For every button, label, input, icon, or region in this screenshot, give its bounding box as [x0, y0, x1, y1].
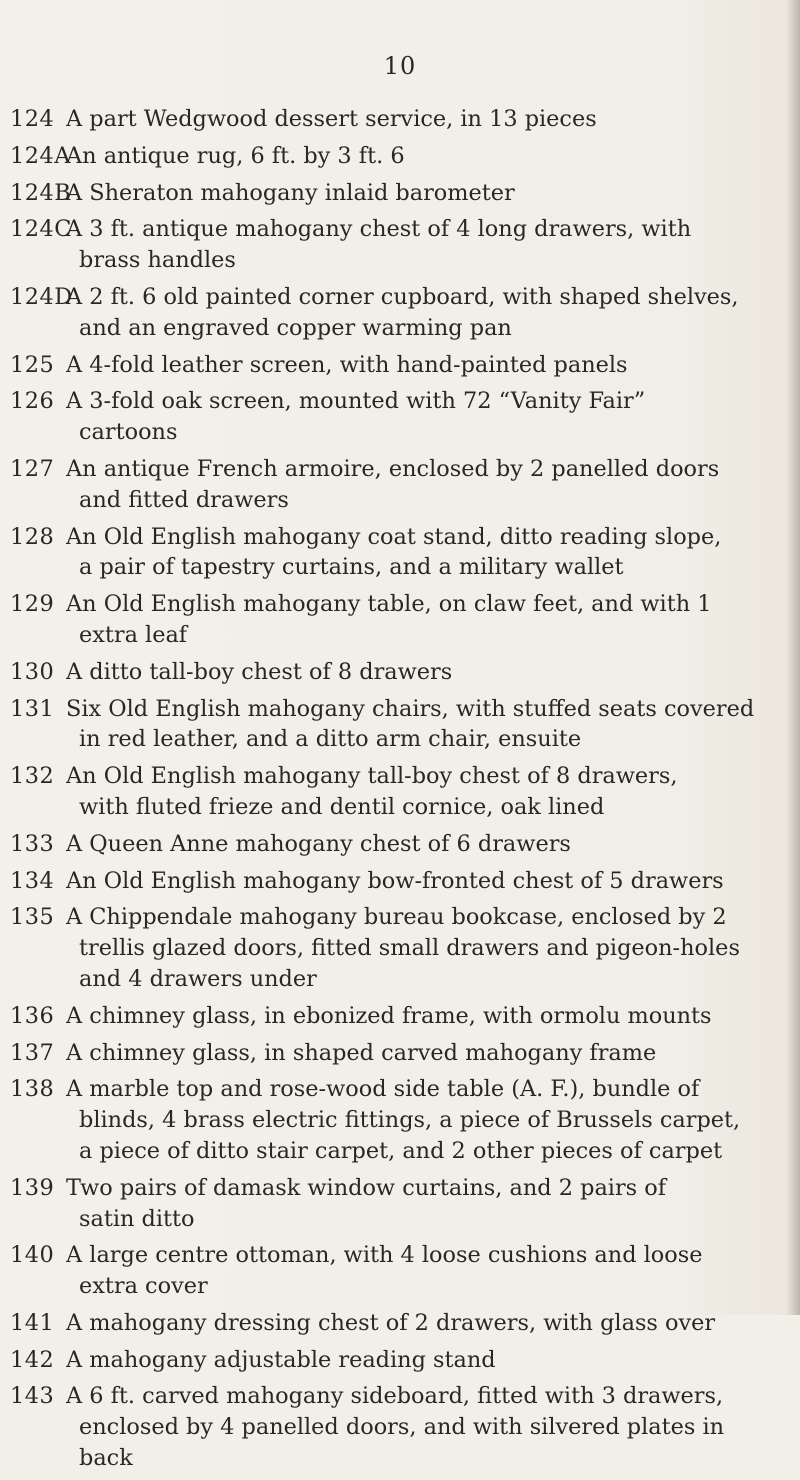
lot-description-line: with fluted frieze and dentil cornice, oak lined [79, 793, 605, 820]
lot-description-line: extra cover [79, 1273, 208, 1300]
lot-description [66, 589, 780, 651]
lot-entry [10, 866, 780, 897]
lot-entry [10, 214, 780, 276]
lot-number: 137 [10, 1039, 55, 1066]
lot-description-line: A Sheraton mahogany inlaid barometer [66, 179, 515, 206]
lot-description-line: An antique French armoire, enclosed by 2 panelled doors [66, 455, 720, 482]
lot-entry [10, 829, 780, 860]
lot-number: 129 [10, 591, 55, 618]
lot-entry [10, 694, 780, 756]
lot-entry [10, 1381, 780, 1473]
lot-description [66, 350, 780, 381]
lot-number: 143 [10, 1383, 55, 1410]
lot-description-line: An Old English mahogany coat stand, ditto reading slope, [66, 523, 722, 550]
lot-number: 136 [10, 1002, 55, 1029]
lot-description [66, 902, 780, 994]
lot-number: 141 [10, 1309, 55, 1336]
lot-description-line: a pair of tapestry curtains, and a military wallet [79, 554, 624, 581]
lot-description [66, 282, 780, 344]
lot-description-line: brass handles [79, 247, 236, 274]
lot-description-line: A marble top and rose-wood side table (A. F.), bundle of [66, 1076, 700, 1103]
lot-description-line: in red leather, and a ditto arm chair, ensuite [79, 726, 582, 753]
lot-number: 128 [10, 523, 55, 550]
lot-number: 132 [10, 763, 55, 790]
page-edge-shadow [786, 0, 800, 1315]
lot-description-line: a piece of ditto stair carpet, and 2 other pieces of carpet [79, 1137, 723, 1164]
lot-number: 125 [10, 351, 55, 378]
lot-description-line: and fitted drawers [79, 486, 289, 513]
lot-entry [10, 1001, 780, 1032]
lot-entry [10, 104, 780, 135]
lot-description [66, 104, 780, 135]
lot-description [66, 866, 780, 897]
page-number: 10 [383, 52, 417, 80]
lot-entry [10, 350, 780, 381]
lot-description [66, 178, 780, 209]
lot-number: 126 [10, 388, 55, 415]
lot-description-line: An antique rug, 6 ft. by 3 ft. 6 [66, 142, 405, 169]
lot-description-line: A 3-fold oak screen, mounted with 72 “Vanity Fair” [66, 388, 646, 415]
lot-number: 134 [10, 867, 55, 894]
lot-description [66, 141, 780, 172]
lot-number: 131 [10, 695, 55, 722]
lot-description-line: A 2 ft. 6 old painted corner cupboard, with shaped shelves, [66, 283, 739, 310]
lot-number: 138 [10, 1076, 55, 1103]
lot-number: 124A [10, 142, 71, 169]
lot-description-line: back [79, 1445, 133, 1472]
lot-description-line: A chimney glass, in ebonized frame, with ormolu mounts [66, 1002, 712, 1029]
lot-number: 142 [10, 1346, 55, 1373]
lot-entry [10, 589, 780, 651]
lot-number: 124C [10, 216, 72, 243]
lot-description-line: An Old English mahogany tall-boy chest of 8 drawers, [66, 763, 678, 790]
lot-entry [10, 141, 780, 172]
lot-description [66, 694, 780, 756]
lot-description [66, 1038, 780, 1069]
lot-entry [10, 454, 780, 516]
lot-description-line: A mahogany adjustable reading stand [66, 1346, 496, 1373]
lot-description [66, 214, 780, 276]
lot-description [66, 1173, 780, 1235]
lot-entry [10, 1038, 780, 1069]
lot-description-line: enclosed by 4 panelled doors, and with silvered plates in [79, 1414, 725, 1441]
lot-entry [10, 1173, 780, 1235]
lot-number: 139 [10, 1174, 55, 1201]
lot-description-line: Two pairs of damask window curtains, and 2 pairs of [66, 1174, 667, 1201]
lot-description-line: satin ditto [79, 1205, 195, 1232]
lot-description [66, 829, 780, 860]
lot-entry [10, 1074, 780, 1166]
lot-description-line: A 3 ft. antique mahogany chest of 4 long drawers, with [66, 216, 692, 243]
lot-description-line: A 4-fold leather screen, with hand-painted panels [66, 351, 628, 378]
lot-number: 140 [10, 1242, 55, 1269]
lot-entry [10, 657, 780, 688]
lot-entry [10, 761, 780, 823]
lot-description [66, 1381, 780, 1473]
lot-number: 124D [10, 283, 73, 310]
lot-description [66, 454, 780, 516]
lot-description-line: A large centre ottoman, with 4 loose cushions and loose [66, 1242, 703, 1269]
lot-number: 124B [10, 179, 72, 206]
lot-description-line: trellis glazed doors, fitted small drawers and pigeon-holes [79, 935, 740, 962]
lot-description-line: blinds, 4 brass electric fittings, a piece of Brussels carpet, [79, 1107, 741, 1134]
lot-description-line: and 4 drawers under [79, 965, 317, 992]
lot-description-line: A part Wedgwood dessert service, in 13 pieces [66, 106, 597, 132]
lot-description-line: Six Old English mahogany chairs, with stuffed seats covered [66, 695, 755, 722]
lot-entry [10, 1345, 780, 1376]
lot-description [66, 657, 780, 688]
lot-description [66, 522, 780, 584]
lot-description-line: and an engraved copper warming pan [79, 314, 512, 341]
lot-description-line: extra leaf [79, 621, 188, 648]
lot-entry [10, 1240, 780, 1302]
lot-description [66, 386, 780, 448]
lot-number: 124 [10, 106, 55, 132]
lot-description-line: An Old English mahogany bow-fronted chest of 5 drawers [66, 867, 724, 894]
lot-description [66, 1240, 780, 1302]
lot-description-line: A ditto tall-boy chest of 8 drawers [66, 658, 453, 685]
lot-number: 133 [10, 830, 55, 857]
lot-description [66, 1074, 780, 1166]
lot-entry [10, 386, 780, 448]
lot-entry [10, 282, 780, 344]
lot-list [10, 104, 780, 1480]
lot-description [66, 1001, 780, 1032]
lot-description [66, 1345, 780, 1376]
lot-entry [10, 522, 780, 584]
lot-description-line: A Chippendale mahogany bureau bookcase, enclosed by 2 [66, 904, 727, 931]
lot-entry [10, 902, 780, 994]
lot-number: 127 [10, 455, 55, 482]
lot-entry [10, 1308, 780, 1339]
lot-description [66, 1308, 780, 1339]
lot-number: 130 [10, 658, 55, 685]
lot-description-line: A Queen Anne mahogany chest of 6 drawers [66, 830, 571, 857]
lot-description-line: A 6 ft. carved mahogany sideboard, fitted with 3 drawers, [66, 1383, 724, 1410]
lot-description-line: A chimney glass, in shaped carved mahogany frame [66, 1039, 657, 1066]
lot-entry [10, 178, 780, 209]
lot-description-line: An Old English mahogany table, on claw feet, and with 1 [66, 591, 712, 618]
lot-description-line: cartoons [79, 419, 178, 446]
lot-description-line: A mahogany dressing chest of 2 drawers, with glass over [66, 1309, 716, 1336]
lot-number: 135 [10, 904, 55, 931]
lot-description [66, 761, 780, 823]
